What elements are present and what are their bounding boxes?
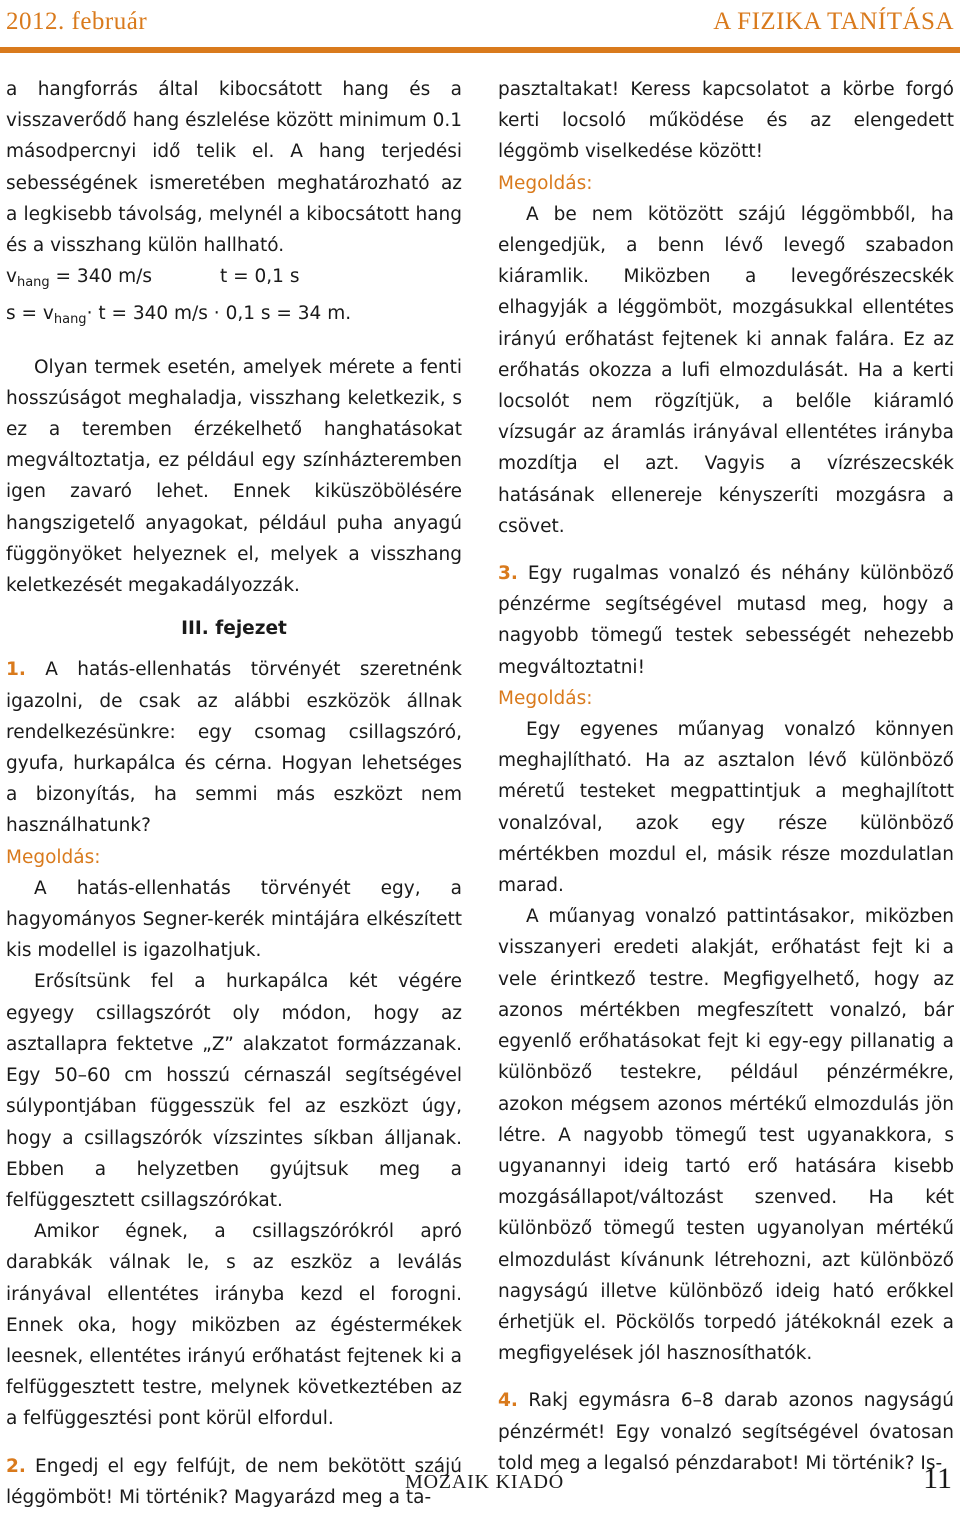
solution-label: Megoldás: (498, 172, 593, 194)
question-1 (6, 654, 462, 841)
spacer (6, 336, 462, 352)
eq1-subscript: hang (16, 275, 50, 291)
question-4 (498, 1385, 954, 1479)
eq2-lhs: s = v (6, 303, 54, 325)
solution-paragraph: A hatás-ellenhatás törvényét egy, a hagyományos Segner-kerék mintájára elkészített kis modellel is igazolhatjuk. (6, 877, 462, 962)
question-text: Egy rugalmas vonalzó és néhány különböző pénzérme segítségével mutasd meg, hogy a nagyobb tömegű testek sebességét nehezebb megváltoztatni! (498, 563, 954, 678)
question-text: Rakj egymásra 6–8 darab azonos nagyságú pénzérmét! Egy vonalzó segítségével óvatosan told meg a legalsó pénzdarabot! Mi történik? Is- (498, 1390, 954, 1474)
left-column (6, 74, 462, 1513)
solution-paragraph: Egy egyenes műanyag vonalzó könnyen meghajlítható. Ha az asztalon lévő különböző méretű testeket megpattintjuk a meghajlított vonalzóval, azok egy része különböző mértékben mozdul el, másik része mozdulatlan marad. (498, 719, 954, 897)
intro-paragraph: a hangforrás által kibocsátott hang és a visszaverődő hang észlelése között minimum 0.1 másodpercnyi idő telik el. A hang terjedési sebességének ismeretében meghatározható az a legkisebb távolság, melynél a kibocsátott hang és a visszhang külön hallható. (6, 79, 462, 257)
eq1-value: = 340 m/s (49, 266, 153, 288)
question-3 (498, 558, 954, 683)
eq2-subscript: hang (53, 312, 87, 328)
header-rule (0, 47, 960, 53)
question-number: 3. (498, 563, 518, 585)
issue-date: 2012. február (6, 8, 148, 35)
question-text: A hatás-ellenhatás törvényét szeretnénk igazolni, de csak az alábbi eszközök állnak rendelkezésünkre: egy csomag csillagszóró, gyufa, hurkapálca és cérna. Hogyan lehetséges a bizonyítás, ha semmi más eszközt nem használhatunk? (6, 659, 462, 837)
journal-title: A FIZIKA TANÍTÁSA (713, 8, 954, 35)
solution-label: Megoldás: (498, 687, 593, 709)
spacer (498, 1369, 954, 1385)
question-number: 1. (6, 659, 26, 681)
solution-paragraph: A be nem kötözött szájú léggömbből, ha elengedjük, a benn lévő levegő szabadon kiáramlik. Miközben a levegőrészecskék elhagyják a léggömböt, mozgásukkal ellentétes irányú erőhatást fejtenek ki annak falára. Ez az erőhatás okozza a lufi elmozdulását. Ha a kerti locsolót nem rögzítjük, a belőle kiáramló vízsugár az áramlás irányával ellentétes irányba mozdítja el azt. Vagyis a vízrészecskék hatásának ellenereje kényszeríti mozgásra a csövet. (498, 203, 954, 537)
right-column (498, 74, 954, 1479)
solution-paragraph: Amikor égnek, a csillagszórókról apró darabkák válnak le, s az eszköz a leválás irányával ellentétes irányba kezd el forogni. Ennek oka, hogy miközben az égéstermékek leesnek, ellentétes irányú erőhatást fejtenek ki a felfüggesztett testre, melynek következtében az a felfüggesztési pont körül elfordul. (6, 1221, 462, 1430)
eq1-v: v (6, 266, 17, 288)
eq2-rhs: · t = 340 m/s · 0,1 s = 34 m. (86, 303, 352, 325)
spacer (498, 542, 954, 558)
solution-paragraph: Erősítsünk fel a hurkapálca két végére egyegy csillagszórót oly módon, hogy az asztallapra fektetve „Z” alakzatot formázzanak. Egy 50–60 cm hosszú cérnaszál segítségével súlypontjában függesszük fel az eszközt úgy, hogy a csillagszórók vízszintes síkban álljanak. Ebben a helyzetben gyújtsuk meg a felfüggesztett csillagszórókat. (6, 971, 462, 1211)
solution-label: Megoldás: (6, 846, 101, 868)
question-text: Engedj el egy felfújt, de nem bekötött szájú léggömböt! Mi történik? Magyarázd meg a ta- (6, 1455, 462, 1508)
question-number: 4. (498, 1390, 518, 1412)
equation-1 (6, 261, 462, 298)
question-2 (6, 1451, 462, 1513)
echo-paragraph: Olyan termek esetén, amelyek mérete a fenti hosszúságot meghaladja, visszhang keletkezik, s ez a teremben érzékelhető hanghatásokat megváltoztatja, ez például egy színházteremben igen zavaró lehet. Ennek kiküszöbölésére hangszigetelő anyagokat, például puha anyagú függönyöket helyeznek el, melyek a visszhang keletkezését megakadályozzák. (6, 356, 462, 597)
question-number: 2. (6, 1455, 26, 1477)
eq1-time: t = 0,1 s (220, 266, 300, 288)
page-number: 11 (923, 1462, 952, 1495)
equation-2 (6, 298, 462, 335)
publisher-name: MOZAIK KIADÓ (405, 1471, 565, 1493)
chapter-heading: III. fejezet (181, 618, 287, 640)
spacer (6, 1435, 462, 1451)
question-2-continued: pasztaltakat! Keress kapcsolatot a körbe forgó kerti locsoló működése és az elengedett léggömb viselkedése között! (498, 79, 954, 163)
solution-paragraph: A műanyag vonalzó pattintásakor, miközben visszanyeri eredeti alakját, erőhatást fejt ki a vele érintkező testre. Megfigyelhető, hogy az azonos mértékben megfeszített vonalzó, bár egyenlő erőhatásokat fejt ki egy-egy pillanatig a különböző testekre, például pénzérmékre, azokon mégsem azonos mértékű elmozdulás jön létre. A nagyobb tömegű test ugyanakkora, s ugyanannyi ideig tartó erő hatására kisebb mozgásállapot/változást szenved. Ha két különböző tömegű testen ugyanolyan mértékű elmozdulást kívánunk létrehozni, azt különböző nagyságú illetve különböző ideig ható erőkkel érhetjük el. Pöckölős torpedó játékoknál ezek a megfigyelések jól hasznosíthatók. (498, 906, 954, 1365)
page-header (0, 0, 960, 56)
